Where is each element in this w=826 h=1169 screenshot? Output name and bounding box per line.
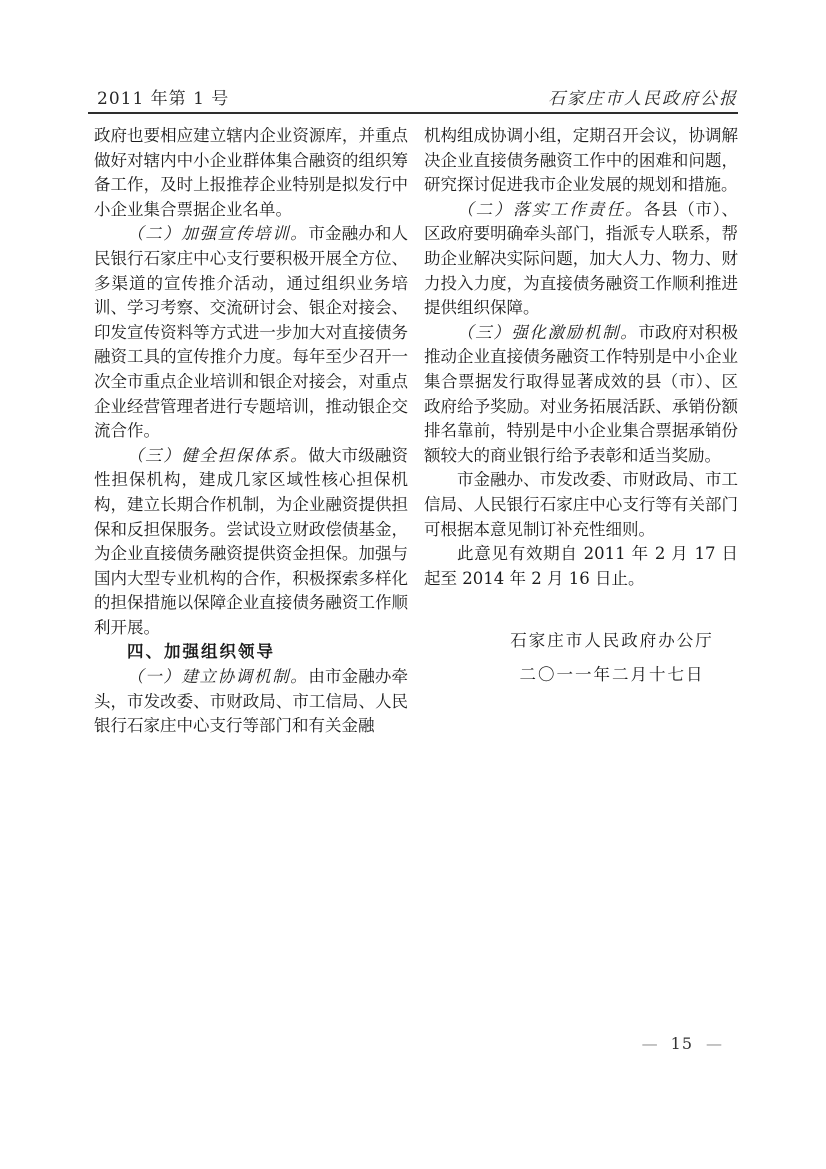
item-lead: （一）建立协调机制。 — [127, 667, 309, 687]
signature-date: 二〇一一年二月十七日 — [519, 664, 705, 684]
page-header — [97, 84, 738, 109]
item-text: 由市金融办牵头，市发改委、市财政局、市工信局、人民银行石家庄中心支行等部门和有关金融 — [94, 667, 409, 736]
header-gazette-title: 石家庄市人民政府公报 — [548, 89, 738, 109]
paragraph-item — [94, 444, 408, 641]
signature-office: 石家庄市人民政府办公厅 — [510, 631, 714, 651]
item-lead: （二）落实工作责任。 — [457, 199, 644, 219]
paragraph-continuation: 机构组成协调小组，定期召开会议，协调解决企业直接债务融资工作中的困难和问题，研究探讨促进我市企业发展的规划和措施。 — [424, 126, 738, 195]
paragraph-validity-period: 此意见有效期自 2011 年 2 月 17 日起至 2014 年 2 月 16 日止。 — [424, 544, 738, 588]
left-column — [94, 124, 408, 739]
footer-dash-right: — — [706, 1034, 722, 1053]
header-rule — [88, 112, 738, 114]
document-body — [94, 124, 738, 739]
item-text: 做大市级融资性担保机构，建成几家区域性核心担保机构，建立长期合作机制，为企业融资提供担保和反担保服务。尝试设立财政偿债基金，为企业直接债务融资提供资金担保。加强与国内大型专业机构的合作，积极探索多样化的担保措施以保障企业直接债务融资工作顺利开展。 — [94, 445, 409, 637]
section-heading: 四、加强组织领导 — [127, 642, 275, 662]
item-lead: （三）健全担保体系。 — [127, 445, 309, 465]
right-column — [424, 124, 738, 739]
item-text: 市金融办和人民银行石家庄中心支行要积极开展全方位、多渠道的宣传推介活动，通过组织业务培训、学习考察、交流研讨会、银企对接会、印发宣传资料等方式进一步加大对直接债务融资工具的宣传推介力度。每年至少召开一次全市重点企业培训和银企对接会，对重点企业经营管理者进行专题培训，推动银企交流合作。 — [94, 224, 409, 441]
signature-block — [424, 629, 738, 687]
item-lead: （三）强化激励机制。 — [457, 322, 639, 342]
paragraph-item — [424, 321, 738, 469]
page-footer — [642, 1034, 722, 1053]
item-text: 各县（市）、区政府要明确牵头部门，指派专人联系，帮助企业解决实际问题，加大人力、物力、财力投入力度，为直接债务融资工作顺利推进提供组织保障。 — [424, 199, 739, 318]
paragraph-item — [94, 222, 408, 443]
header-issue-number: 2011 年第 1 号 — [97, 89, 230, 109]
item-text: 市政府对积极推动企业直接债务融资工作特别是中小企业集合票据发行取得显著成效的县（市）、区政府给予奖励。对业务拓展活跃、承销份额排名靠前，特别是中小企业集合票据承销份额较大的商业银行给予表彰和适当奖励。 — [424, 322, 739, 465]
item-lead: （二）加强宣传培训。 — [127, 224, 309, 244]
paragraph-continuation: 政府也要相应建立辖内企业资源库，并重点做好对辖内中小企业群体集合融资的组织筹备工作，及时上报推荐企业特别是拟发行中小企业集合票据企业名单。 — [94, 126, 408, 219]
page-number: 15 — [670, 1034, 693, 1053]
paragraph-item — [94, 665, 408, 739]
paragraph-body: 市金融办、市发改委、市财政局、市工信局、人民银行石家庄中心支行等有关部门可根据本意见制订补充性细则。 — [424, 470, 738, 539]
paragraph-item — [424, 198, 738, 321]
footer-dash-left: — — [641, 1034, 658, 1053]
